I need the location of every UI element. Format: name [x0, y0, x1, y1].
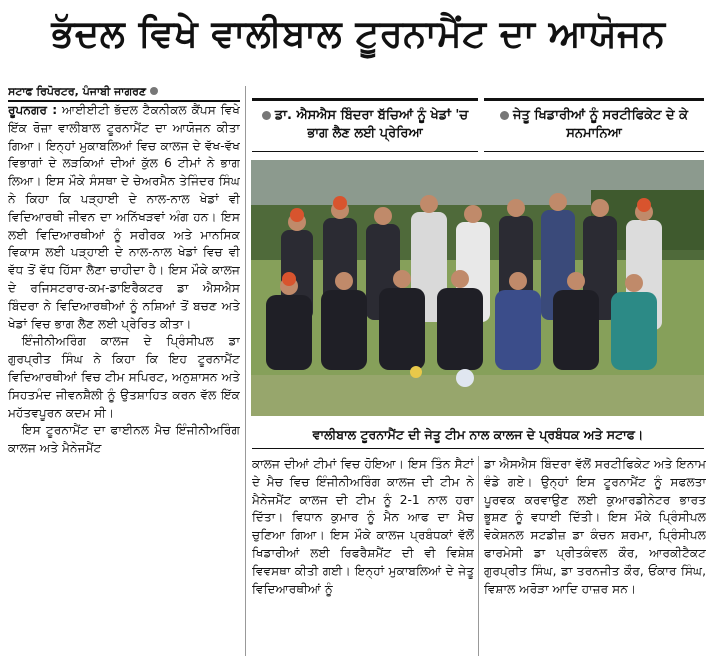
article-column-middle	[252, 456, 474, 656]
article-paragraph: ਕਾਲਜ ਦੀਆਂ ਟੀਮਾਂ ਵਿਚ ਹੋਇਆ। ਇਸ ਤਿੰਨ ਸੈਟਾਂ ਦੇ ਮੈਚ ਵਿਚ ਇੰਜੀਨੀਅਰਿੰਗ ਕਾਲਜ ਦੀ ਟੀਮ ਨੇ ਮੈਨੇਜਮੈਂਟ ਕਾਲਜ ਦੀ ਟੀਮ ਨੂੰ 2-1 ਨਾਲ ਹਰਾ ਦਿੱਤਾ। ਵਿਧਾਨ ਕੁਮਾਰ ਨੂੰ ਮੈਨ ਆਫ ਦਾ ਮੈਚ ਚੁਣਿਆ ਗਿਆ। ਇਸ ਮੌਕੇ ਕਾਲਜ ਪ੍ਰਬੰਧਕਾਂ ਵੱਲੋਂ ਖਿਡਾਰੀਆਂ ਲਈ ਰਿਫਰੈਸ਼ਮੈਂਟ ਦੀ ਵੀ ਵਿਸ਼ੇਸ਼ ਵਿਵਸਥਾ ਕੀਤੀ ਗਈ। ਇਨ੍ਹਾਂ ਮੁਕਾਬਲਿਆਂ ਦੇ ਜੇਤੂ ਵਿਦਿਆਰਥੀਆਂ ਨੂੰ	[252, 457, 474, 596]
article-column-right	[484, 456, 706, 656]
byline-reporter: ਸਟਾਫ ਰਿਪੋਰਟਰ, ਪੰਜਾਬੀ ਜਾਗਰਣ	[8, 84, 240, 102]
article-paragraph: ਇੰਜੀਨੀਅਰਿੰਗ ਕਾਲਜ ਦੇ ਪ੍ਰਿੰਸੀਪਲ ਡਾ ਗੁਰਪ੍ਰੀਤ ਸਿੰਘ ਨੇ ਕਿਹਾ ਕਿ ਇਹ ਟੂਰਨਾਮੈਂਟ ਵਿਦਿਆਰਥੀਆਂ ਵਿਚ ਟੀਮ ਸਪਿਰਟ, ਅਨੁਸ਼ਾਸਨ ਅਤੇ ਸਿਹਤਮੰਦ ਜੀਵਨਸ਼ੈਲੀ ਨੂੰ ਉਤਸ਼ਾਹਿਤ ਕਰਨ ਵੱਲ ਇੱਕ ਮਹੱਤਵਪੂਰਨ ਕਦਮ ਸੀ।	[8, 334, 240, 420]
article-column-left	[8, 84, 240, 654]
article-paragraph: ਡਾ ਐਸਐਸ ਬਿੰਦਰਾ ਵੱਲੋਂ ਸਰਟੀਫਿਕੇਟ ਅਤੇ ਇਨਾਮ ਵੰਡੇ ਗਏ। ਉਨ੍ਹਾਂ ਇਸ ਟੂਰਨਾਮੈਂਟ ਨੂੰ ਸਫਲਤਾ ਪੂਰਵਕ ਕਰਵਾਉਣ ਲਈ ਕੁਆਰਡੀਨੇਟਰ ਭਾਰਤ ਭੂਸ਼ਣ ਨੂੰ ਵਧਾਈ ਦਿੱਤੀ। ਇਸ ਮੌਕੇ ਪ੍ਰਿੰਸੀਪਲ ਵੋਕੇਸ਼ਨਲ ਸਟਡੀਜ਼ ਡਾ ਕੰਚਨ ਸ਼ਰਮਾ, ਪ੍ਰਿੰਸੀਪਲ ਫਾਰਮੇਸੀ ਡਾ ਪ੍ਰੀਤਕੰਵਲ ਕੌਰ, ਆਰਕੀਟੈਕਟ ਗੁਰਪ੍ਰੀਤ ਸਿੰਘ, ਡਾ ਤਰਨਜੀਤ ਕੌਰ, ਓਂਕਾਰ ਸਿੰਘ, ਵਿਸ਼ਾਲ ਅਰੋੜਾ ਆਦਿ ਹਾਜ਼ਰ ਸਨ।	[484, 457, 706, 596]
bullet-icon	[262, 111, 271, 120]
team-photo	[251, 160, 704, 416]
column-divider	[478, 456, 479, 656]
photo-caption: ਵਾਲੀਬਾਲ ਟੂਰਨਾਮੈਂਟ ਦੀ ਜੇਤੂ ਟੀਮ ਨਾਲ ਕਾਲਜ ਦੇ ਪ੍ਰਬੰਧਕ ਅਤੇ ਸਟਾਫ।	[312, 427, 644, 442]
bullet-icon	[500, 111, 509, 120]
dateline: ਰੂਪਨਗਰ :	[8, 103, 58, 117]
article-paragraph: ਇਸ ਟੂਰਨਾਮੈਂਟ ਦਾ ਫਾਈਨਲ ਮੈਚ ਇੰਜੀਨੀਅਰਿੰਗ ਕਾਲਜ ਅਤੇ ਮੈਨੇਜਮੈਂਟ	[8, 423, 240, 456]
headline: ਭੱਦਲ ਵਿਖੇ ਵਾਲੀਬਾਲ ਟੂਰਨਾਮੈਂਟ ਦਾ ਆਯੋਜਨ	[51, 12, 666, 55]
bullet-icon	[150, 87, 158, 95]
article-paragraph: ਰੂਪਨਗਰ : ਆਈਈਟੀ ਭੱਦਲ ਟੈਕਨੀਕਲ ਕੈਂਪਸ ਵਿਖੇ ਇੱਕ ਰੋਜ਼ਾ ਵਾਲੀਬਾਲ ਟੂਰਨਾਮੈਂਟ ਦਾ ਆਯੋਜਨ ਕੀਤਾ ਗਿਆ। ਇਨ੍ਹਾਂ ਮੁਕਾਬਲਿਆਂ ਵਿਚ ਕਾਲਜ ਦੇ ਵੱਖ-ਵੱਖ ਵਿਭਾਗਾਂ ਦੇ ਲੜਕਿਆਂ ਦੀਆਂ ਕੁੱਲ 6 ਟੀਮਾਂ ਨੇ ਭਾਗ ਲਿਆ। ਇਸ ਮੌਕੇ ਸੰਸਥਾ ਦੇ ਚੇਅਰਮੈਨ ਤੇਜਿੰਦਰ ਸਿੰਘ ਨੇ ਕਿਹਾ ਕਿ ਪੜ੍ਹਾਈ ਦੇ ਨਾਲ-ਨਾਲ ਖੇਡਾਂ ਵੀ ਵਿਦਿਆਰਥੀ ਜੀਵਨ ਦਾ ਅਨਿੱਖੜਵਾਂ ਅੰਗ ਹਨ। ਇਸ ਲਈ ਵਿਦਿਆਰਥੀਆਂ ਨੂੰ ਸਰੀਰਕ ਅਤੇ ਮਾਨਸਿਕ ਵਿਕਾਸ ਲਈ ਪੜ੍ਹਾਈ ਦੇ ਨਾਲ-ਨਾਲ ਖੇਡਾਂ ਵਿਚ ਵੀ ਵੱਧ ਤੋਂ ਵੱਧ ਹਿੱਸਾ ਲੈਣਾ ਚਾਹੀਦਾ ਹੈ। ਇਸ ਮੌਕੇ ਕਾਲਜ ਦੇ ਰਜਿਸਟਰਾਰ-ਕਮ-ਡਾਇਰੈਕਟਰ ਡਾ ਐਸਐਸ ਬਿੰਦਰਾ ਨੇ ਵਿਦਿਆਰਥੀਆਂ ਨੂੰ ਨਸ਼ਿਆਂ ਤੋਂ ਬਚਣ ਅਤੇ ਖੇਡਾਂ ਵਿਚ ਭਾਗ ਲੈਣ ਲਈ ਪ੍ਰੇਰਿਤ ਕੀਤਾ।	[8, 103, 240, 331]
caption-rule	[252, 448, 704, 449]
subhead-left: ਡਾ. ਐਸਐਸ ਬਿੰਦਰਾ ਬੱਚਿਆਂ ਨੂੰ ਖੇਡਾਂ 'ਚ ਭਾਗ ਲੈਣ ਲਈ ਪ੍ਰੇਰਿਆ	[252, 98, 478, 152]
subhead-right: ਜੇਤੂ ਖਿਡਾਰੀਆਂ ਨੂੰ ਸਰਟੀਫਿਕੇਟ ਦੇ ਕੇ ਸਨਮਾਨਿਆ	[484, 98, 704, 152]
team-photo-illustration	[251, 160, 704, 416]
column-divider	[245, 86, 246, 656]
